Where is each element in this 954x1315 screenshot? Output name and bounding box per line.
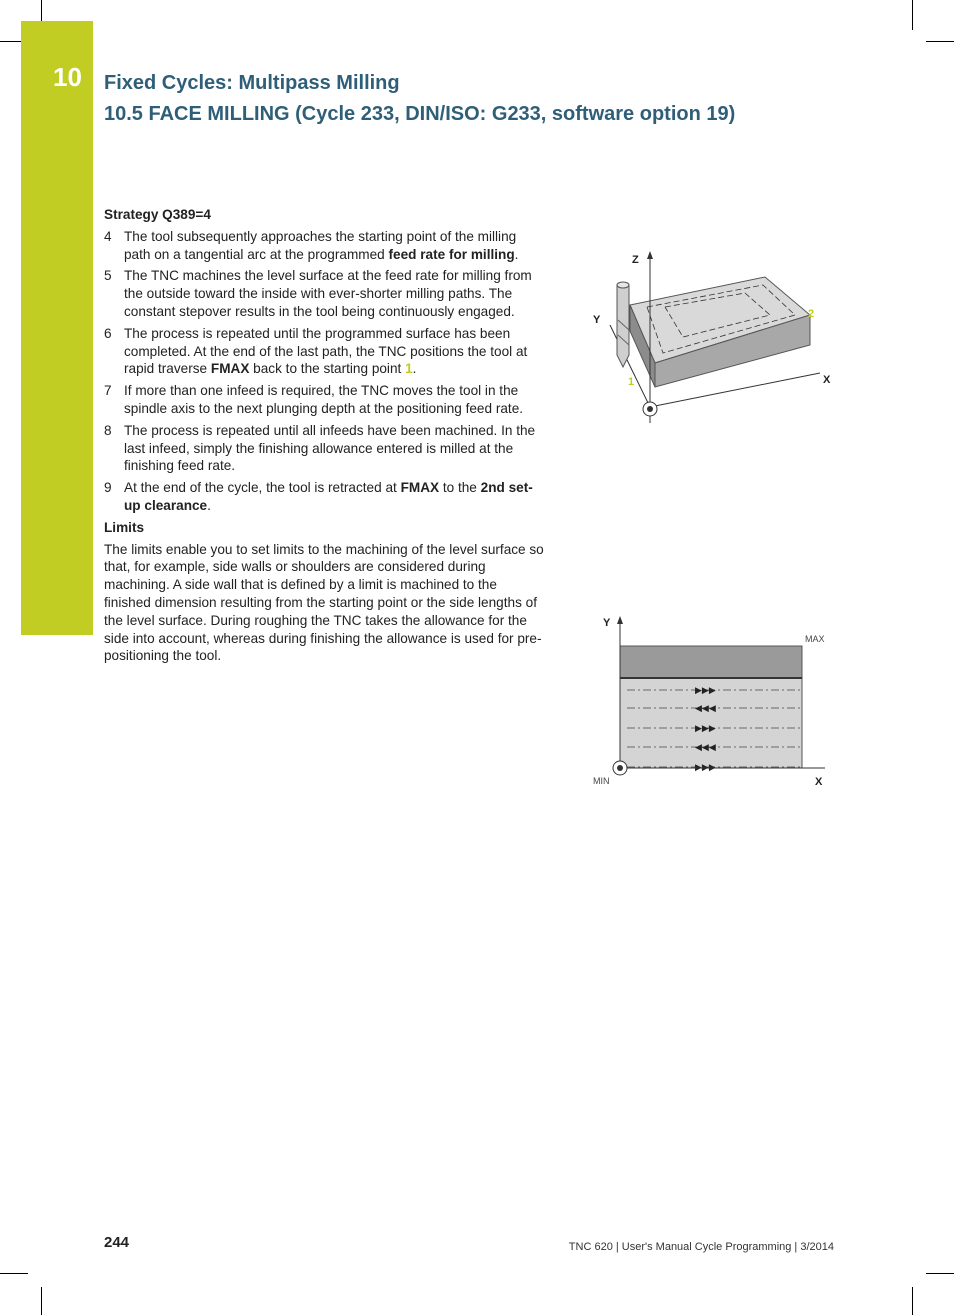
crop-mark [912, 0, 913, 30]
y-axis-label: Y [603, 617, 611, 629]
list-item [104, 382, 544, 418]
item-text: The tool subsequently approaches the starting point of the milling path on a tangential arc at the programmed feed rate for milling. [124, 228, 519, 262]
item-number: 5 [104, 268, 112, 284]
z-axis-label: Z [632, 254, 639, 266]
y-axis-label: Y [593, 314, 601, 326]
crop-mark [0, 1273, 28, 1274]
svg-text:▶▶▶: ▶▶▶ [695, 763, 716, 773]
x-axis-label: X [823, 374, 831, 386]
list-item [104, 267, 544, 320]
item-text: If more than one infeed is required, the TNC moves the tool in the spindle axis to the next plunging depth at the positioning feed rate. [124, 383, 524, 416]
list-item [104, 422, 544, 475]
item-number: 4 [104, 228, 112, 244]
svg-text:◀◀◀: ◀◀◀ [695, 743, 716, 753]
item-text: The process is repeated until all infeeds have been machined. In the last infeed, simply the finishing allowance entered is milled at the finishing feed rate. [124, 422, 536, 474]
max-label: MAX [805, 634, 825, 644]
page-number: 244 [104, 1234, 130, 1251]
point-1-label: 1 [628, 376, 635, 388]
item-text: At the end of the cycle, the tool is retracted at FMAX to the 2nd set-up clearance. [124, 480, 533, 513]
crop-mark [41, 0, 42, 22]
svg-text:▶▶▶: ▶▶▶ [695, 686, 716, 696]
main-text [104, 206, 544, 665]
limits-paragraph: The limits enable you to set limits to the machining of the level surface so that, for example, side walls or shoulders are considered during machining. A side wall that is defined by a limit is machined to the finished dimension resulting from the starting point or the side lengths of the level surface. During roughing the TNC takes the allowance for the side into account, whereas during finishing the allowance is used for pre-positioning the tool. [104, 541, 544, 664]
item-number: 8 [104, 422, 112, 438]
crop-mark [926, 41, 954, 42]
min-label: MIN [593, 776, 610, 786]
chapter-title: Fixed Cycles: Multipass Milling [104, 72, 400, 94]
list-item [104, 479, 544, 515]
list-item [104, 325, 544, 378]
item-number: 9 [104, 480, 112, 496]
strategy-heading: Strategy Q389=4 [104, 207, 211, 222]
section-title: 10.5 FACE MILLING (Cycle 233, DIN/ISO: G233, software option 19) [104, 103, 736, 125]
footer-text: TNC 620 | User's Manual Cycle Programming | 3/2014 [568, 1241, 834, 1253]
point-2-label: 2 [808, 308, 815, 320]
svg-text:◀◀◀: ◀◀◀ [695, 704, 716, 714]
crop-mark [41, 1287, 42, 1315]
chapter-number: 10 [53, 62, 82, 92]
chapter-tab [21, 21, 93, 635]
figure-limits [585, 612, 835, 792]
item-text: The TNC machines the level surface at the feed rate for milling from the outside toward the inside with ever-shorter milling paths. The constant stepover results in the tool being continuously engaged. [124, 268, 532, 319]
crop-mark [0, 41, 22, 42]
crop-mark [912, 1287, 913, 1315]
item-number: 6 [104, 325, 112, 341]
figure-3d-milling [585, 245, 840, 430]
item-text: The process is repeated until the programmed surface has been completed. At the end of the last path, the TNC positions the tool at rapid traverse FMAX back to the starting point 1. [124, 325, 528, 377]
svg-text:▶▶▶: ▶▶▶ [695, 724, 716, 734]
x-axis-label: X [815, 776, 823, 788]
item-number: 7 [104, 383, 112, 399]
crop-mark [926, 1273, 954, 1274]
list-item [104, 228, 544, 264]
limits-heading: Limits [104, 519, 145, 535]
